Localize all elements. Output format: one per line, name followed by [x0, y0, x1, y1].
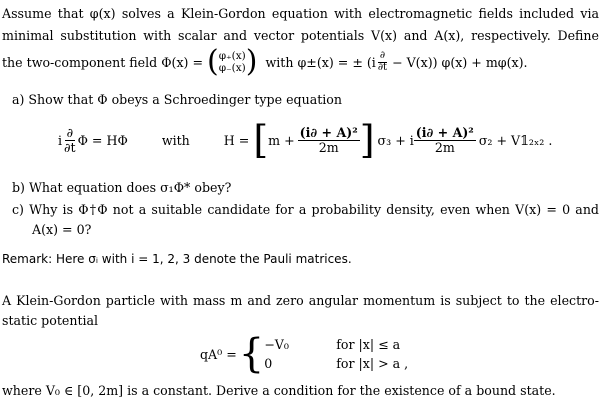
bracket-close: ]	[359, 118, 375, 162]
kinetic-fraction-1	[298, 126, 360, 153]
intro-line-2: minimal substitution with scalar and vector potentials V(x) and A(x), respectively. Define	[2, 28, 599, 43]
kinetic-fraction-2-num: (i∂ + A)²	[415, 125, 474, 141]
case-2-value: 0	[264, 356, 273, 371]
time-derivative-den: ∂t	[377, 61, 388, 73]
intro-line-3	[2, 46, 528, 78]
lhs-derivative-fraction	[62, 126, 78, 153]
schroedinger-equation	[58, 116, 552, 164]
case-1-value: −V₀	[264, 337, 289, 352]
lhs-derivative-den: ∂t	[64, 139, 76, 155]
intro-line-3-prefix: the two-component field Φ(x) =	[2, 54, 204, 70]
sigma3-term: σ₃ + i	[377, 132, 414, 148]
vector-close-paren: )	[245, 44, 258, 79]
lhs-i: i	[58, 132, 63, 148]
lhs-rest: Φ = HΦ	[77, 132, 128, 148]
cases-grid	[264, 337, 408, 371]
part-a-label: a) Show that Φ obeys a Schroedinger type equation	[12, 92, 342, 107]
phi-vector	[219, 50, 246, 74]
potential-lhs: qA⁰ =	[200, 346, 237, 362]
time-derivative-num: ∂	[379, 50, 386, 61]
part-b-label: b) What equation does σ₁Φ* obey?	[12, 180, 232, 195]
m-plus: m +	[268, 132, 295, 148]
remark: Remark: Here σᵢ with i = 1, 2, 3 denote the Pauli matrices.	[2, 252, 352, 266]
time-derivative-fraction	[376, 51, 389, 73]
intro-line-1: Assume that φ(x) solves a Klein-Gordon equation with electromagnetic fields included via	[2, 6, 599, 21]
intro-line-3-mid: with φ±(x) = ± (i	[265, 54, 376, 70]
with-word: with	[161, 132, 190, 148]
part-c-line-2: A(x) = 0?	[32, 222, 92, 237]
problem2-line-1: A Klein-Gordon particle with mass m and zero angular momentum is subject to the electro-	[2, 293, 599, 308]
kinetic-fraction-2	[414, 126, 476, 153]
lhs-derivative-num: ∂	[66, 125, 74, 141]
phi-plus: φ₊(x)	[218, 49, 246, 62]
problem2-last-line: where V₀ ∈ [0, 2m] is a constant. Derive a condition for the existence of a bound state.	[2, 383, 556, 398]
case-2-condition: for |x| > a ,	[336, 356, 409, 371]
case-1-condition: for |x| ≤ a	[336, 337, 401, 352]
kinetic-fraction-1-den: 2m	[318, 139, 339, 155]
kinetic-fraction-2-den: 2m	[434, 139, 455, 155]
problem2-line-2: static potential	[2, 313, 99, 328]
phi-minus: φ₋(x)	[218, 62, 246, 74]
case-brace: {	[238, 331, 265, 377]
vector-open-paren: (	[207, 44, 219, 79]
equation-tail: σ₂ + V𝟙₂ₓ₂ .	[478, 132, 553, 148]
kinetic-fraction-1-num: (i∂ + A)²	[299, 125, 358, 141]
bracket-open: [	[253, 118, 269, 162]
potential-definition	[200, 331, 409, 377]
part-c-line-1: c) Why is Φ†Φ not a suitable candidate for a probability density, even when V(x) = 0 and	[12, 202, 599, 217]
intro-line-3-suffix: − V(x)) φ(x) + mφ(x).	[392, 54, 528, 70]
hamiltonian-eq: H =	[223, 132, 250, 148]
